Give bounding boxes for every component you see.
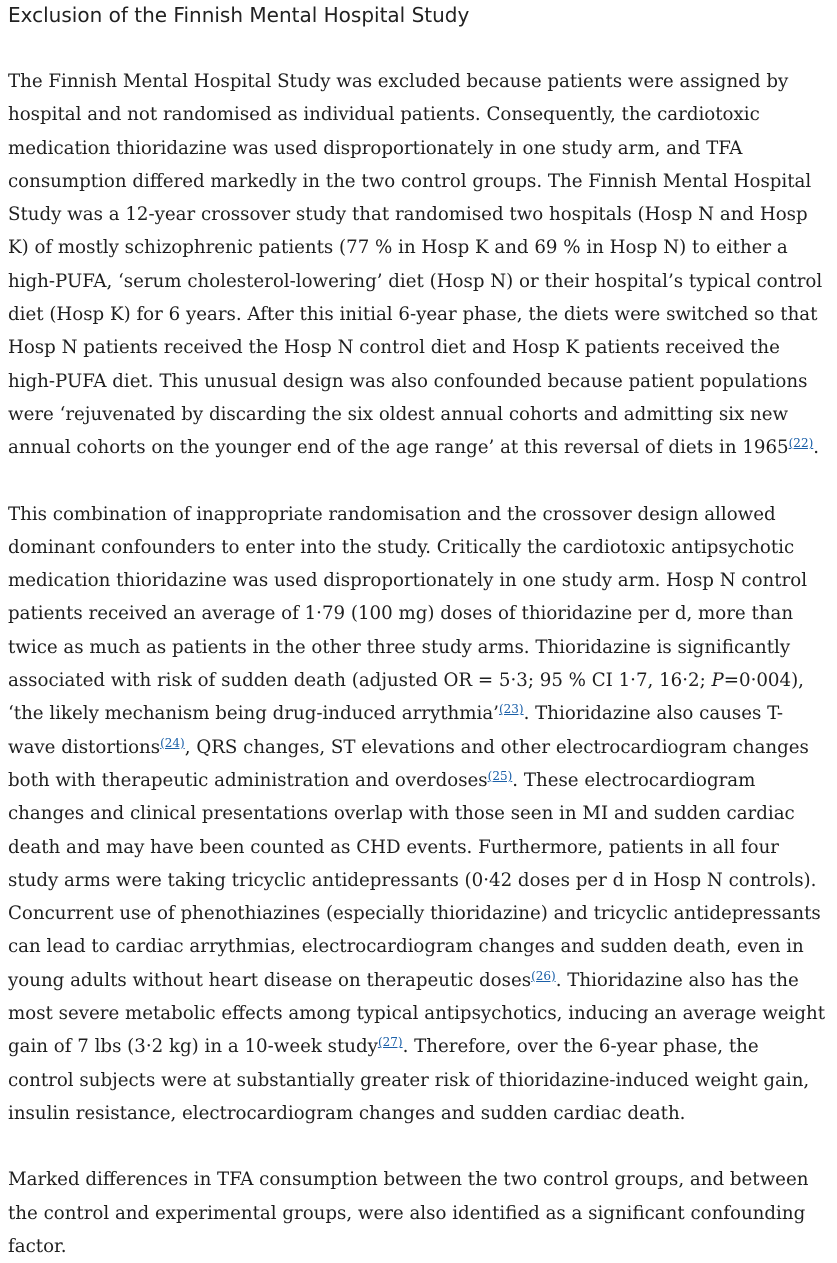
citation-link-26[interactable]: (26) bbox=[531, 968, 556, 983]
paragraph-text: . These electrocardiogram changes and clinical presentations overlap with those seen in MI and sudden cardiac death and may have been counted as CHD events. Furthermore, patients in all four study arms were taking tricyclic antidepressants (0·42 doses per d in Hosp N controls). Concurrent use of phenothiazines (especially thioridazine) and tricyclic antidepressants can lead to cardiac arrythmias, electrocardiogram changes and sudden death, even in young adults without heart disease on therapeutic doses bbox=[8, 769, 821, 991]
article-body bbox=[8, 0, 830, 1263]
paragraph-text: Marked differences in TFA consumption between the two control groups, and between the control and experimental groups, were also identified as a significant confounding factor. bbox=[8, 1169, 809, 1257]
citation-link-23[interactable]: (23) bbox=[498, 702, 524, 717]
p-value-symbol: P bbox=[711, 670, 724, 692]
paragraph-text: , QRS changes, ST elevations and other electrocardiogram changes both with therapeutic administration and overdoses bbox=[8, 736, 809, 791]
paragraph-text: . Therefore, over the 6-year phase, the control subjects were at substantially greater risk of thioridazine-induced weight gain, insulin resistance, electrocardiogram changes and sudden cardiac death. bbox=[8, 1036, 810, 1124]
citation-link-25[interactable]: (25) bbox=[487, 768, 513, 783]
citation-link-24[interactable]: (24) bbox=[160, 735, 185, 750]
paragraph-text: . Thioridazine also has the most severe metabolic effects among typical antipsychotics, inducing an average weight gain of 7 lbs (3·2 kg) in a 10-week study bbox=[8, 969, 826, 1058]
paragraph-2 bbox=[8, 498, 830, 1131]
paragraph-text: . Thioridazine also causes T-wave distortions bbox=[8, 703, 784, 758]
paragraph-3 bbox=[8, 1163, 830, 1263]
section-heading: Exclusion of the Finnish Mental Hospital Study bbox=[8, 3, 470, 27]
paragraph-text: =0·004), ‘the likely mechanism being drug-induced arrythmia’ bbox=[8, 670, 804, 725]
citation-link-22[interactable]: (22) bbox=[788, 436, 814, 451]
paragraph-text: The Finnish Mental Hospital Study was excluded because patients were assigned by hospital and not randomised as individual patients. Consequently, the cardiotoxic medication thioridazine was used disproportionately in one study arm, and TFA consumption differed markedly in the two control groups. The Finnish Mental Hospital Study was a 12-year crossover study that randomised two hospitals (Hosp N and Hosp K) of mostly schizophrenic patients (77 % in Hosp K and 69 % in Hosp N) to either a high-PUFA, ‘serum cholesterol-lowering’ diet (Hosp N) or their hospital’s typical control diet (Hosp K) for 6 years. After this initial 6-year phase, the diets were switched so that Hosp N patients received the Hosp N control diet and Hosp K patients received the high-PUFA diet. This unusual design was also confounded because patient populations were ‘rejuvenated by discarding the six oldest annual cohorts and admitting six new annual cohorts on the younger end of the age range’ at this reversal of diets in 1965 bbox=[8, 71, 823, 459]
paragraph-text: . bbox=[813, 437, 820, 459]
citation-link-27[interactable]: (27) bbox=[377, 1035, 403, 1050]
paragraph-text: This combination of inappropriate randomisation and the crossover design allowed dominant confounders to enter into the study. Critically the cardiotoxic antipsychotic medication thioridazine was used disproportionately in one study arm. Hosp N control patients received an average of 1·79 (100 mg) doses of thioridazine per d, more than twice as much as patients in the other three study arms. Thioridazine is significantly associated with risk of sudden death (adjusted OR = 5·3; 95 % CI 1·7, 16·2; bbox=[8, 503, 808, 692]
paragraph-1 bbox=[8, 65, 830, 465]
